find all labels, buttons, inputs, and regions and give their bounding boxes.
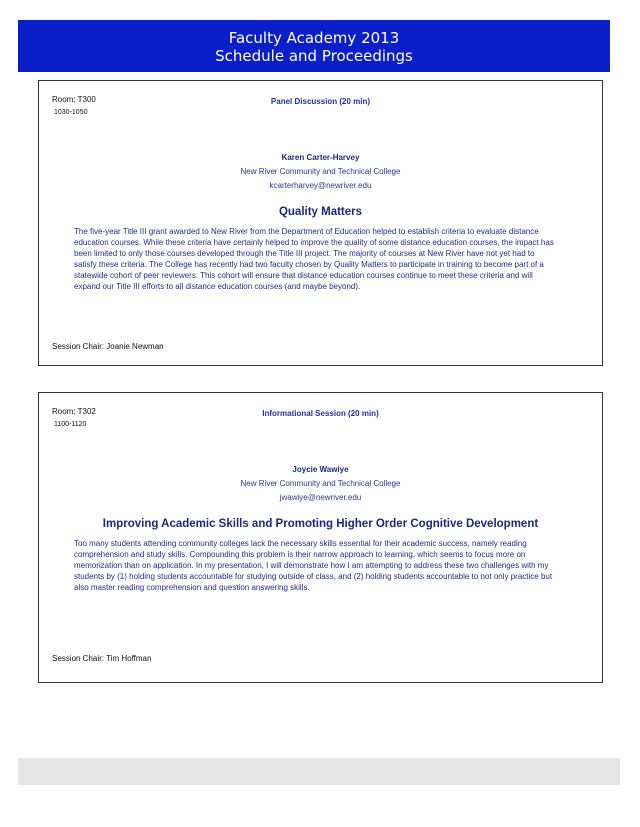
presenter-email: jwawiye@newriver.edu xyxy=(279,493,362,502)
page-footer-bar xyxy=(18,758,620,785)
room-label: Room: T300 xyxy=(52,95,96,104)
presenter-college: New River Community and Technical College xyxy=(240,167,401,176)
session-card xyxy=(38,80,603,366)
presenter-name: Karen Carter-Harvey xyxy=(281,153,360,162)
presentation-abstract: The five-year Title III grant awarded to New River from the Department of Education helped to establish criteria to evaluate distance education courses. While these criteria have certainly helped to improve the quality of some distance education courses, the impact has been limited to only those courses developed through the Title III project. The majority of courses at New River have not yet had to satisfy these criteria. The College has recently had two faculty chosen by Quality Matters to participate in training to become part of a statewide cohort of peer reviewers. This cohort will ensure that distance education courses continue to meet these criteria and will expand our Title III efforts to all distance education courses (and maybe beyond). xyxy=(74,227,554,291)
session-chair: Session Chair: Joanie Newman xyxy=(52,342,164,351)
presenter-college: New River Community and Technical College xyxy=(240,479,401,488)
header-title: Faculty Academy 2013 xyxy=(228,29,400,47)
page-header xyxy=(18,20,610,72)
room-label: Room: T302 xyxy=(52,407,96,416)
session-card xyxy=(38,392,603,683)
presenter-name: Joycie Wawiye xyxy=(292,465,349,474)
time-slot: 1100-1120 xyxy=(54,421,87,428)
presentation-title: Quality Matters xyxy=(278,206,363,218)
header-subtitle: Schedule and Proceedings xyxy=(215,47,413,65)
session-chair: Session Chair: Tim Hoffman xyxy=(52,654,152,663)
time-slot: 1030-1050 xyxy=(54,109,88,116)
session-type: Informational Session (20 min) xyxy=(262,409,379,418)
presentation-abstract: Too many students attending community colleges lack the necessary skills essential for their academic success, namely reading comprehension and study skills. Compounding this problem is their narrow approach to learning, which seems to focus more on memorization than on application. In my presentation, I will demonstrate how I am attempting to address these two challenges with my students by (1) holding students accountable for studying outside of class, and (2) holding students accountable to not only practice but also master reading comprehension and question answering skills. xyxy=(74,539,553,592)
presenter-email: kcarterharvey@newriver.edu xyxy=(269,181,372,190)
presentation-title: Improving Academic Skills and Promoting Higher Order Cognitive Development xyxy=(102,518,539,530)
session-type: Panel Discussion (20 min) xyxy=(270,97,371,106)
